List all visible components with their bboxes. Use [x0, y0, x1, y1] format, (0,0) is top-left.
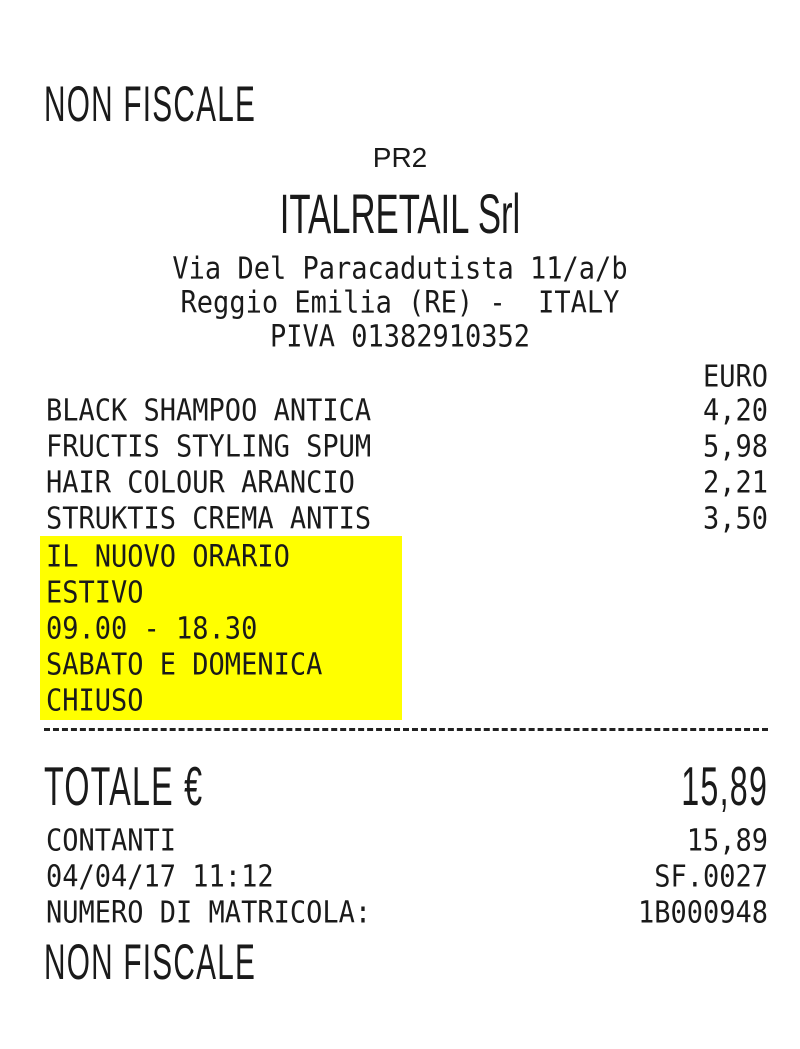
promo-line: IL NUOVO ORARIO [46, 539, 290, 575]
receipt-number: SF.0027 [654, 859, 768, 895]
register-code: PR2 [372, 142, 428, 173]
promo-line: CHIUSO [46, 683, 144, 719]
item-price: 3,50 [702, 501, 768, 537]
item-name: BLACK SHAMPOO ANTICA [46, 393, 372, 429]
non-fiscale-footer: NON FISCALE [44, 934, 257, 991]
item-name: FRUCTIS STYLING SPUM [46, 429, 372, 465]
address-line-2: Reggio Emilia (RE) - ITALY [180, 285, 620, 321]
promo-line: 09.00 - 18.30 [46, 611, 258, 647]
company-name: ITALRETAIL Srl [279, 182, 521, 245]
total-value: 15,89 [681, 756, 768, 818]
cash-label: CONTANTI [46, 823, 177, 859]
serial-label: NUMERO DI MATRICOLA: [46, 895, 372, 931]
total-label: TOTALE € [44, 756, 204, 818]
non-fiscale-header: NON FISCALE [44, 76, 257, 133]
cash-value: 15,89 [686, 823, 768, 859]
item-name: STRUKTIS CREMA ANTIS [46, 501, 372, 537]
promo-line: SABATO E DOMENICA [46, 647, 323, 683]
item-price: 4,20 [702, 393, 768, 429]
dashed-separator [44, 728, 768, 731]
item-name: HAIR COLOUR ARANCIO [46, 465, 355, 501]
promo-line: ESTIVO [46, 575, 144, 611]
receipt-datetime: 04/04/17 11:12 [46, 859, 274, 895]
item-price: 5,98 [702, 429, 768, 465]
address-line-1: Via Del Paracadutista 11/a/b [172, 251, 628, 287]
vat-number: PIVA 01382910352 [269, 319, 531, 355]
currency-label: EURO [702, 359, 768, 395]
serial-value: 1B000948 [637, 895, 768, 931]
item-price: 2,21 [702, 465, 768, 501]
